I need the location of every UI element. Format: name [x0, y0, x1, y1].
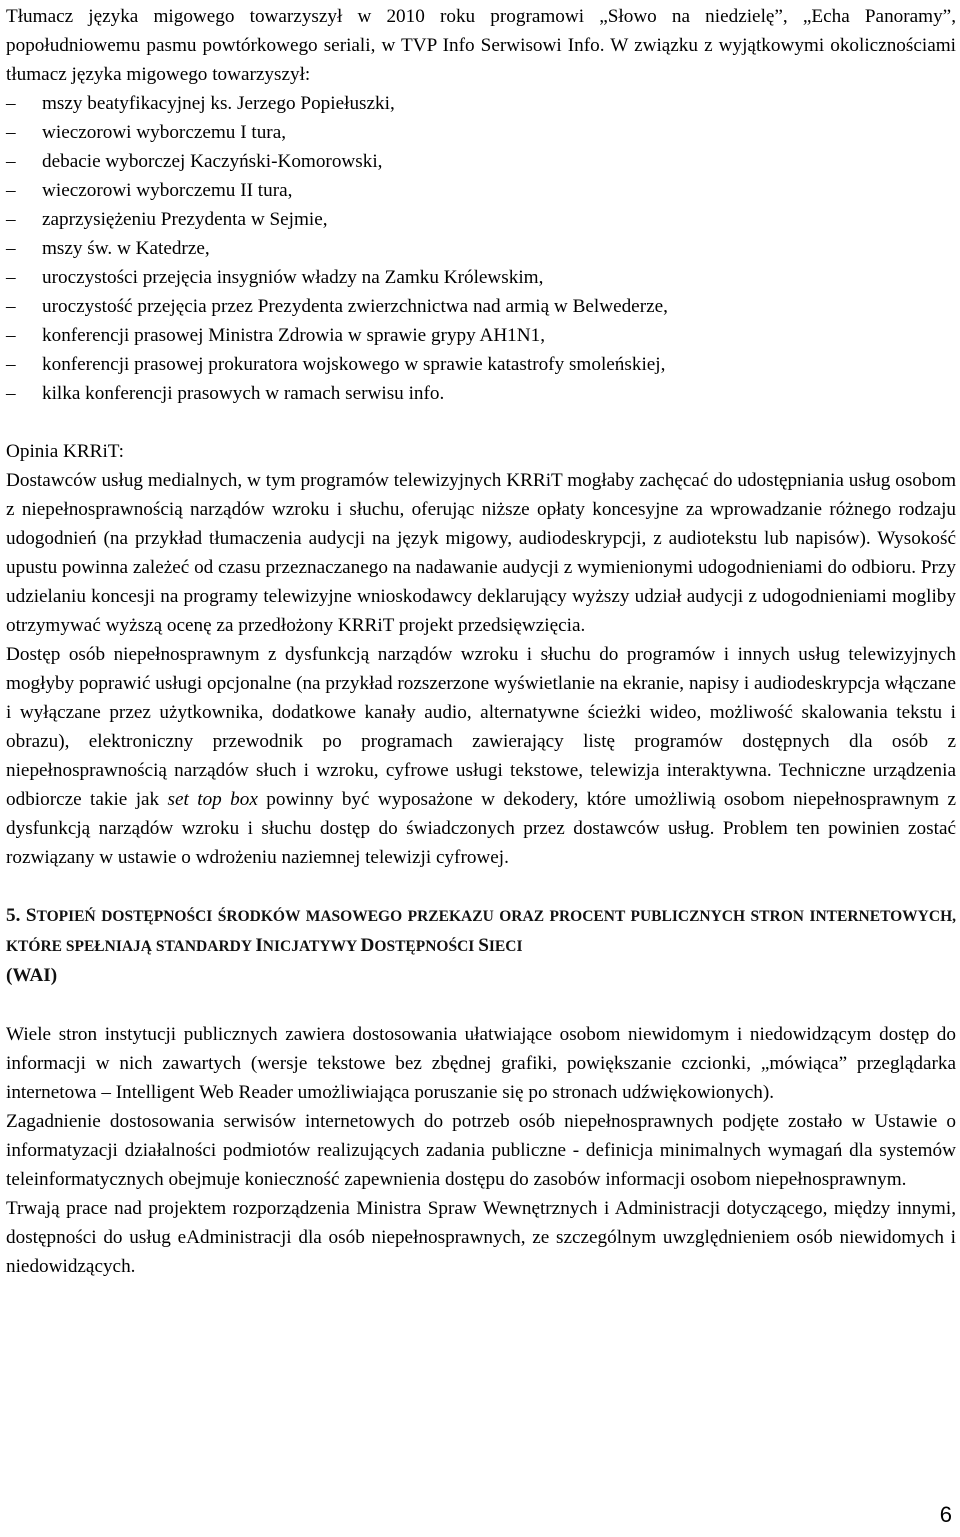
list-item: – uroczystości przejęcia insygniów władzy na Zamku Królewskim, — [6, 263, 956, 292]
list-item: – debacie wyborczej Kaczyński-Komorowski, — [6, 147, 956, 176]
opinion-label: Opinia KRRiT: — [6, 441, 124, 462]
list-item: – wieczorowi wyborczemu II tura, — [6, 176, 956, 205]
list-item: – konferencji prasowej Ministra Zdrowia w sprawie grypy AH1N1, — [6, 321, 956, 350]
web-paragraph-1: Wiele stron instytucji publicznych zawiera dostosowania ułatwiające osobom niewidomym i niedowidzącym dostęp do informacji w nich zawartych (wersje tekstowe bez zbędnej grafiki, powiększanie czcionki, „mówiąca” przeglądarka internetowa – Intelligent Web Reader umożliwiająca poruszanie się po stronach udźwiękowionych). — [6, 1024, 956, 1103]
event-list — [6, 89, 956, 408]
set-top-box-term: set top box — [167, 789, 258, 810]
list-item: – kilka konferencji prasowych w ramach serwisu info. — [6, 379, 956, 408]
list-item: – mszy św. w Katedrze, — [6, 234, 956, 263]
web-paragraph-3: Trwają prace nad projektem rozporządzenia Ministra Spraw Wewnętrznych i Administracji dotyczącego, między innymi, dostępności do usług eAdministracji dla osób niepełnosprawnych, ze szczególnym uwzględnieniem osób niewidomych i niedowidzących. — [6, 1198, 956, 1277]
list-item: – zaprzysiężeniu Prezydenta w Sejmie, — [6, 205, 956, 234]
list-item: – mszy beatyfikacyjnej ks. Jerzego Popiełuszki, — [6, 89, 956, 118]
opinion-paragraph-1: Dostawców usług medialnych, w tym programów telewizyjnych KRRiT mogłaby zachęcać do udostępniania usług osobom z niepełnosprawnością narządów wzroku i słuchu, oferując niższe opłaty koncesyjne za wprowadzanie różnego rodzaju udogodnień (na przykład tłumaczenia audycji na język migowy, audiodeskrypcji, z audiotekstu lub napisów). Wysokość upustu powinna zależeć od czasu przeznaczanego na nadawanie audycji z wymienionymi udogodnieniami do odbioru. Przy udzielaniu koncesji na programy telewizyjne wnioskodawcy deklarujący wyższy udział audycji z udogodnieniami mogliby otrzymywać wyższą ocenę za przedłożony KRRiT projekt przedsięwzięcia. — [6, 470, 956, 636]
opinion-paragraph-2: Dostęp osób niepełnosprawnym z dysfunkcją narządów wzroku i słuchu do programów i innych usług telewizyjnych mogłyby poprawić usługi opcjonalne (na przykład rozszerzone wyświetlanie na ekranie, napisy i audiodeskrypcja włączane i wyłączane przez użytkownika, dodatkowe kanały audio, alternatywne ścieżki wideo, możliwość skalowania tekstu i obrazu), elektroniczny przewodnik po programach zawierający listę programów dostępnych dla osób z niepełnosprawnością narządów słuch i wzroku, cyfrowe usługi tekstowe, telewizja interaktywna. Techniczne urządzenia odbiorcze takie jak set top box powinny być wyposażone w dekodery, które umożliwią osobom niepełnosprawnym z dysfunkcją narządów wzroku i słuchu dostęp do świadczonych przez dostawców usług. Problem ten powinien zostać rozwiązany w ustawie o wdrożeniu naziemnej telewizji cyfrowej. — [6, 644, 956, 868]
list-item: – wieczorowi wyborczemu I tura, — [6, 118, 956, 147]
section-heading: 5. STOPIEŃ DOSTĘPNOŚCI ŚRODKÓW MASOWEGO PRZEKAZU ORAZ PROCENT PUBLICZNYCH STRON INTERNETOWYCH, KTÓRE SPEŁNIAJĄ STANDARDY INICJATYWY DOSTĘPNOŚCI SIECI (WAI) — [6, 905, 957, 986]
list-item: – konferencji prasowej prokuratora wojskowego w sprawie katastrofy smoleńskiej, — [6, 350, 956, 379]
web-paragraph-2: Zagadnienie dostosowania serwisów internetowych do potrzeb osób niepełnosprawnych podjęte zostało w Ustawie o informatyzacji działalności podmiotów realizujących zadania publiczne - definicja minimalnych wymagań dla systemów teleinformatycznych obejmuje konieczność zapewnienia dostępu do zasobów informacji osobom niepełnosprawnym. — [6, 1111, 956, 1190]
page-number: 6 — [939, 1502, 952, 1527]
list-item: – uroczystość przejęcia przez Prezydenta zwierzchnictwa nad armią w Belwederze, — [6, 292, 956, 321]
intro-paragraph: Tłumacz języka migowego towarzyszył w 2010 roku programowi „Słowo na niedzielę”, „Echa Panoramy”, popołudniowemu pasmu powtórkowego seriali, w TVP Info Serwisowi Info. W związku z wyjątkowymi okolicznościami tłumacz języka migowego towarzyszył: — [6, 6, 956, 85]
document-page — [6, 0, 956, 1281]
